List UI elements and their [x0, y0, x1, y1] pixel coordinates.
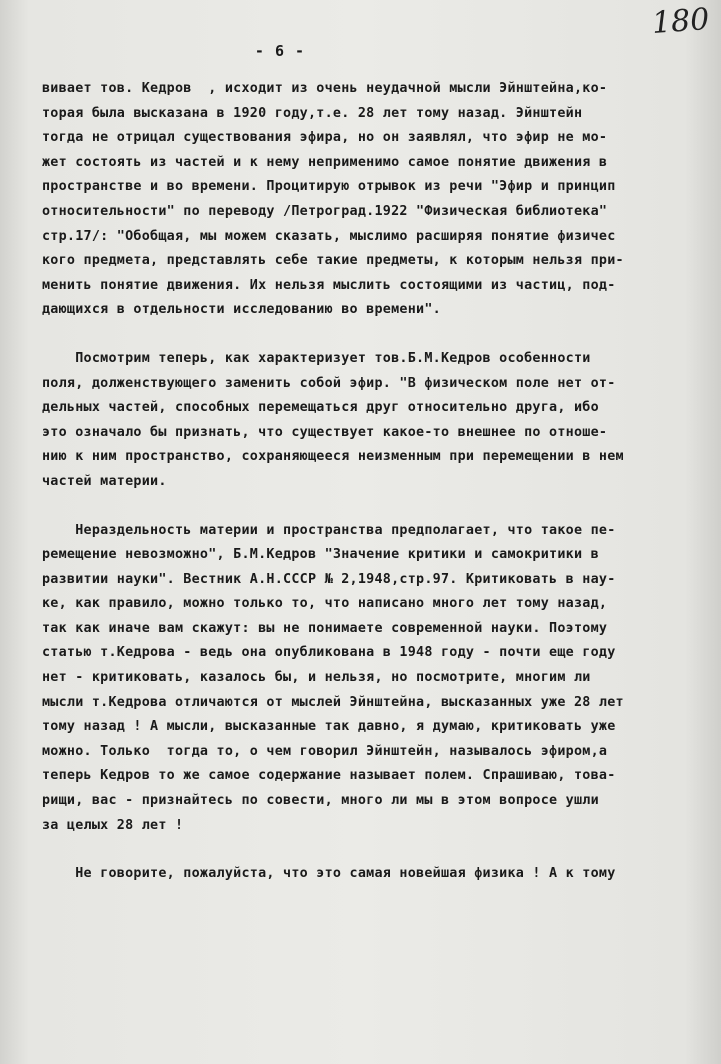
- text-line: ремещение невозможно", Б.М.Кедров "Значение критики и самокритики в: [42, 547, 599, 563]
- text-line: поля, долженствующего заменить собой эфир. "В физическом поле нет от-: [42, 375, 616, 391]
- text-line: относительности" по переводу /Петроград.1922 "Физическая библиотека": [42, 203, 608, 219]
- text-line: пространстве и во времени. Процитирую отрывок из речи "Эфир и принцип: [42, 179, 616, 195]
- text-line: мысли т.Кедрова отличаются от мыслей Эйнштейна, высказанных уже 28 лет: [42, 694, 624, 710]
- text-line: ке, как правило, можно только то, что написано много лет тому назад,: [42, 596, 608, 612]
- text-line: нию к ним пространство, сохраняющееся неизменным при перемещении в нем: [42, 449, 624, 465]
- paragraph-1: [42, 77, 716, 323]
- text-line: нет - критиковать, казалось бы, и нельзя, но посмотрите, многим ли: [42, 670, 591, 686]
- text-line: жет состоять из частей и к нему неприменимо самое понятие движения в: [42, 154, 608, 170]
- text-line: Нераздельность материи и пространства предполагает, что такое пе-: [42, 522, 616, 538]
- text-line: статью т.Кедрова - ведь она опубликована в 1948 году - почти еще году: [42, 645, 616, 661]
- paragraph-2: [42, 347, 716, 495]
- paragraph-gap: [42, 495, 716, 519]
- text-line: торая была высказана в 1920 году,т.е. 28 лет тому назад. Эйнштейн: [42, 105, 583, 121]
- text-line: так как иначе вам скажут: вы не понимаете современной науки. Поэтому: [42, 620, 608, 636]
- paragraph-gap: [42, 323, 716, 347]
- text-line: тому назад ! А мысли, высказанные так давно, я думаю, критиковать уже: [42, 719, 616, 735]
- text-line: менить понятие движения. Их нельзя мыслить состоящими из частиц, под-: [42, 277, 616, 293]
- text-line: частей материи.: [42, 473, 167, 489]
- text-line: кого предмета, представлять себе такие предметы, к которым нельзя при-: [42, 253, 624, 269]
- archive-page-number: 180: [650, 2, 711, 41]
- text-line: стр.17/: "Обобщая, мы можем сказать, мыслимо расширяя понятие физичес: [42, 228, 616, 244]
- text-line: дельных частей, способных перемещаться друг относительно друга, ибо: [42, 400, 599, 416]
- text-line: Не говорите, пожалуйста, что это самая новейшая физика ! А к тому: [42, 866, 616, 882]
- text-line: за целых 28 лет !: [42, 817, 184, 833]
- text-line: теперь Кедров то же самое содержание называет полем. Спрашиваю, това-: [42, 768, 616, 784]
- text-line: Посмотрим теперь, как характеризует тов.Б.М.Кедров особенности: [42, 350, 591, 366]
- text-line: вивает тов. Кедров , исходит из очень неудачной мысли Эйнштейна,ко-: [42, 81, 608, 96]
- text-line: развитии науки". Вестник А.Н.СССР № 2,1948,стр.97. Критиковать в нау-: [42, 571, 616, 587]
- text-line: это означало бы признать, что существует какое-то внешнее по отноше-: [42, 424, 608, 440]
- paragraph-gap: [42, 838, 716, 862]
- paragraph-4: [42, 862, 716, 887]
- text-line: можно. Только тогда то, о чем говорил Эйнштейн, называлось эфиром,а: [42, 743, 608, 759]
- body-text: [42, 77, 716, 887]
- page-number: - 6 -: [254, 42, 306, 60]
- text-line: рищи, вас - признайтесь по совести, много ли мы в этом вопросе ушли: [42, 793, 599, 809]
- text-line: тогда не отрицал существования эфира, но он заявлял, что эфир не мо-: [42, 130, 608, 146]
- paragraph-3: [42, 519, 716, 839]
- text-line: дающихся в отдельности исследованию во времени".: [42, 302, 441, 318]
